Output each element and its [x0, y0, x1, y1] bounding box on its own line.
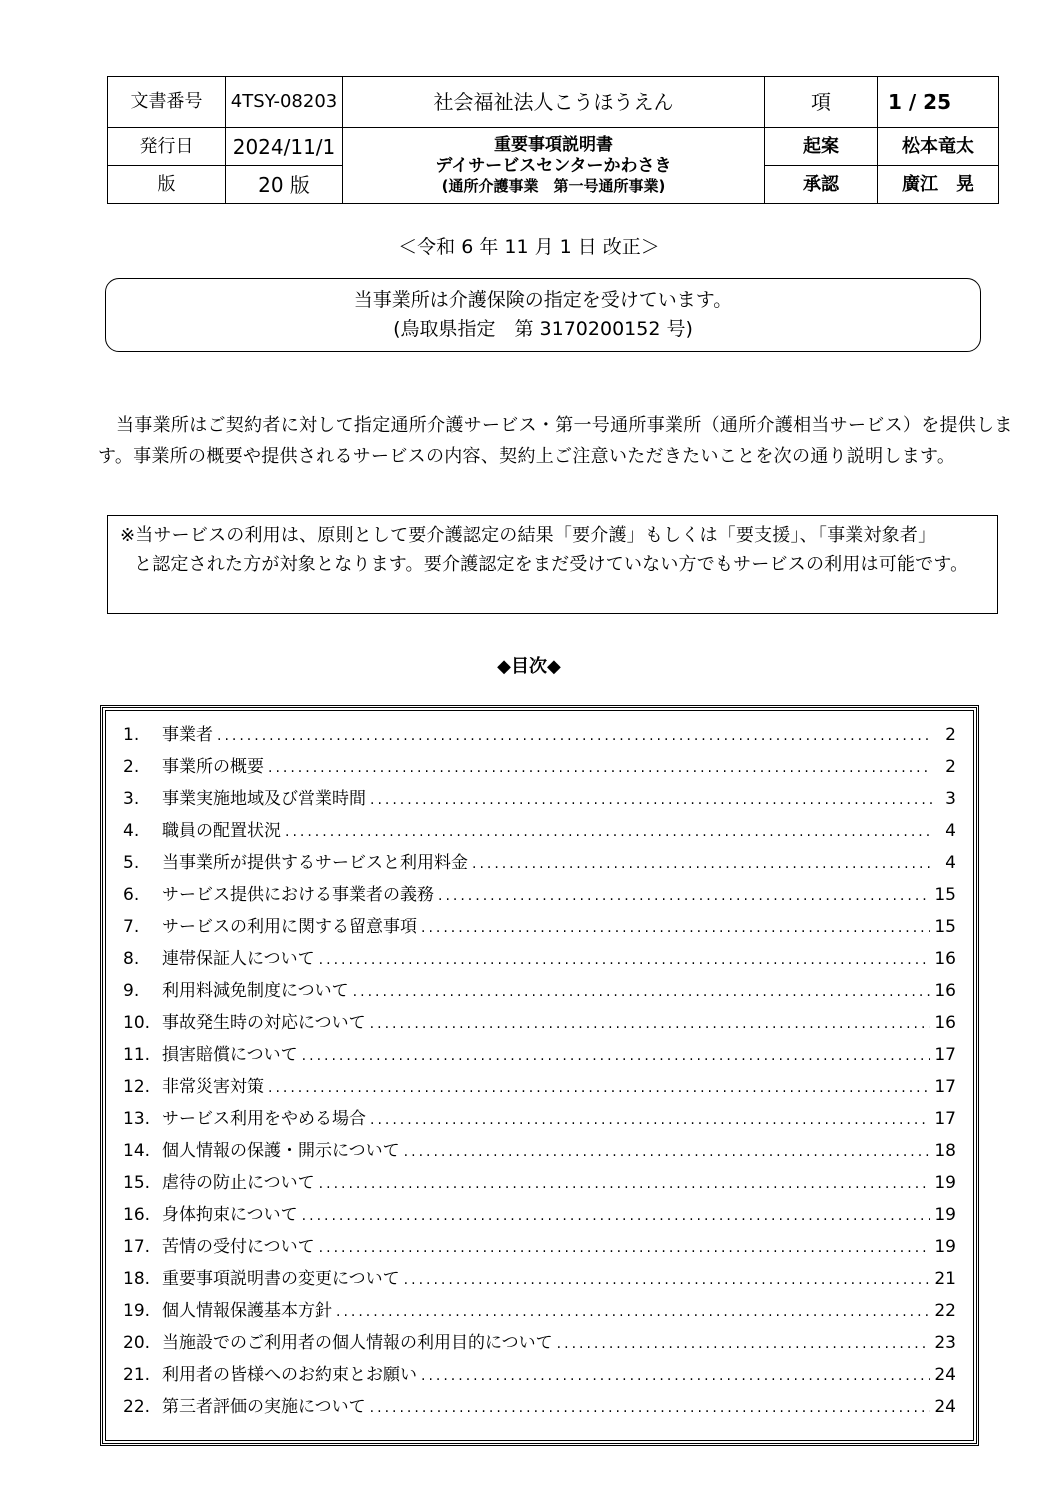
toc-dot-leader — [319, 952, 931, 968]
toc-heading: ◆目次◆ — [497, 656, 561, 677]
toc-item-title: サービス提供における事業者の義務 — [162, 885, 434, 905]
toc-item-page: 15 — [934, 885, 956, 905]
toc-item[interactable] — [123, 944, 956, 976]
intro-paragraph: 当事業所はご契約者に対して指定通所介護サービス・第一号通所事業所（通所介護相当サービス）を提供します。事業所の概要や提供されるサービスの内容、契約上ご注意いただきたいことを次の通り説明します。 — [98, 415, 1013, 467]
toc-item-title: 当事業所が提供するサービスと利用料金 — [162, 853, 468, 873]
toc-item-page: 15 — [934, 917, 956, 937]
toc-dot-leader — [302, 1048, 931, 1064]
toc-item[interactable] — [123, 784, 956, 816]
toc-dot-leader — [472, 856, 932, 872]
toc-item[interactable] — [123, 880, 956, 912]
toc-dot-leader — [336, 1304, 930, 1320]
toc-dot-leader — [421, 920, 930, 936]
toc-item-page: 23 — [934, 1333, 956, 1353]
toc-item[interactable] — [123, 1296, 956, 1328]
toc-item[interactable] — [123, 752, 956, 784]
toc-item-number: 15. — [123, 1173, 151, 1193]
toc-item-page: 19 — [934, 1173, 956, 1193]
revision-date: ＜令和 6 年 11 月 1 日 改正＞ — [398, 236, 660, 258]
toc-dot-leader — [438, 888, 930, 904]
toc-item-page: 18 — [934, 1141, 956, 1161]
toc-item-page: 19 — [934, 1237, 956, 1257]
version-label: 版 — [108, 166, 226, 204]
notice-line2: と認定された方が対象となります。要介護認定をまだ受けていない方でもサービスの利用は可能です。 — [134, 554, 969, 575]
toc-item[interactable] — [123, 1008, 956, 1040]
toc-item-title: 第三者評価の実施について — [162, 1397, 366, 1417]
toc-item-page: 24 — [934, 1365, 956, 1385]
toc-item-number: 16. — [123, 1205, 151, 1225]
document-title-line3: (通所介護事業 第一号通所事業) — [441, 177, 666, 196]
toc-item-title: 当施設でのご利用者の個人情報の利用目的について — [162, 1333, 553, 1353]
toc-item-title: サービス利用をやめる場合 — [162, 1109, 366, 1129]
toc-item[interactable] — [123, 1264, 956, 1296]
issue-date-label: 発行日 — [108, 128, 226, 166]
toc-item-title: 利用料減免制度について — [162, 981, 349, 1001]
toc-item-title: 個人情報保護基本方針 — [162, 1301, 332, 1321]
toc-item-number: 10. — [123, 1013, 151, 1033]
toc-dot-leader — [370, 1400, 931, 1416]
issue-date: 2024/11/1 — [226, 128, 343, 166]
toc-dot-leader — [302, 1208, 931, 1224]
toc-item[interactable] — [123, 1360, 956, 1392]
notice-line1: ※当サービスの利用は、原則として要介護認定の結果「要介護」もしくは「要支援」、「事業対象者」 — [120, 525, 937, 546]
toc-item-title: 利用者の皆様へのお約束とお願い — [162, 1365, 417, 1385]
toc-item-page: 3 — [945, 789, 956, 809]
toc-item-page: 4 — [945, 853, 956, 873]
toc-list — [123, 720, 956, 1424]
toc-dot-leader — [268, 1080, 930, 1096]
toc-item-title: 重要事項説明書の変更について — [162, 1269, 400, 1289]
toc-dot-leader — [370, 792, 932, 808]
toc-dot-leader — [285, 824, 932, 840]
toc-item-title: 身体拘束について — [162, 1205, 298, 1225]
toc-item-number: 6. — [123, 885, 140, 905]
approver-name: 廣江 晃 — [878, 166, 999, 204]
approval-label: 承認 — [765, 166, 878, 204]
toc-item-page: 21 — [934, 1269, 956, 1289]
toc-item[interactable] — [123, 1136, 956, 1168]
toc-item-number: 9. — [123, 981, 140, 1001]
toc-item-number: 12. — [123, 1077, 151, 1097]
toc-item[interactable] — [123, 1392, 956, 1424]
toc-item-title: 虐待の防止について — [162, 1173, 315, 1193]
toc-item-title: 事業実施地域及び営業時間 — [162, 789, 366, 809]
document-title — [343, 128, 765, 204]
designation-box — [105, 278, 981, 352]
toc-item-number: 5. — [123, 853, 140, 873]
toc-item-title: 損害賠償について — [162, 1045, 298, 1065]
toc-item[interactable] — [123, 1072, 956, 1104]
toc-item-title: 事業者 — [162, 725, 213, 745]
toc-item-title: 非常災害対策 — [162, 1077, 264, 1097]
toc-dot-leader — [353, 984, 931, 1000]
toc-item[interactable] — [123, 912, 956, 944]
page-number: 1 / 25 — [878, 77, 999, 128]
document-header-table — [107, 76, 999, 204]
toc-item-number: 17. — [123, 1237, 151, 1257]
version: 20 版 — [226, 166, 343, 204]
toc-item-number: 11. — [123, 1045, 151, 1065]
toc-item-title: 個人情報の保護・開示について — [162, 1141, 400, 1161]
toc-dot-leader — [421, 1368, 930, 1384]
toc-item-number: 20. — [123, 1333, 151, 1353]
toc-item-title: 事故発生時の対応について — [162, 1013, 366, 1033]
toc-item[interactable] — [123, 816, 956, 848]
document-title-line2: デイサービスセンターかわさき — [435, 156, 672, 177]
table-of-contents — [100, 705, 979, 1446]
toc-item[interactable] — [123, 1040, 956, 1072]
drafter-label: 起案 — [765, 128, 878, 166]
notice-box — [107, 515, 998, 614]
toc-item-page: 16 — [934, 949, 956, 969]
toc-item-number: 7. — [123, 917, 140, 937]
toc-item-page: 2 — [945, 725, 956, 745]
designation-line2: (鳥取県指定 第 3170200152 号) — [393, 318, 693, 340]
toc-dot-leader — [319, 1176, 931, 1192]
toc-item[interactable] — [123, 1104, 956, 1136]
toc-item-number: 8. — [123, 949, 140, 969]
toc-item[interactable] — [123, 976, 956, 1008]
toc-item-number: 13. — [123, 1109, 151, 1129]
toc-dot-leader — [557, 1336, 931, 1352]
organization-name: 社会福祉法人こうほうえん — [343, 77, 765, 128]
toc-item[interactable] — [123, 848, 956, 880]
toc-item-number: 22. — [123, 1397, 151, 1417]
toc-item-title: 事業所の概要 — [162, 757, 264, 777]
toc-item-number: 2. — [123, 757, 140, 777]
toc-item-title: 連帯保証人について — [162, 949, 315, 969]
toc-item[interactable] — [123, 720, 956, 752]
toc-dot-leader — [370, 1016, 931, 1032]
toc-item-page: 24 — [934, 1397, 956, 1417]
toc-item-number: 3. — [123, 789, 140, 809]
toc-item-number: 14. — [123, 1141, 151, 1161]
toc-item-number: 21. — [123, 1365, 151, 1385]
document-title-line1: 重要事項説明書 — [494, 134, 613, 155]
toc-dot-leader — [370, 1112, 930, 1128]
toc-item-number: 18. — [123, 1269, 151, 1289]
toc-item-page: 17 — [934, 1109, 956, 1129]
toc-item-page: 2 — [945, 757, 956, 777]
toc-dot-leader — [268, 760, 932, 776]
toc-item-title: サービスの利用に関する留意事項 — [162, 917, 417, 937]
designation-line1: 当事業所は介護保険の指定を受けています。 — [353, 289, 733, 311]
toc-item[interactable] — [123, 1328, 956, 1360]
toc-item[interactable] — [123, 1200, 956, 1232]
toc-item-page: 22 — [934, 1301, 956, 1321]
toc-item-page: 16 — [934, 1013, 956, 1033]
toc-item-number: 1. — [123, 725, 140, 745]
toc-item-number: 19. — [123, 1301, 151, 1321]
toc-dot-leader — [404, 1144, 931, 1160]
toc-item-page: 4 — [945, 821, 956, 841]
toc-item-page: 16 — [934, 981, 956, 1001]
toc-dot-leader — [319, 1240, 931, 1256]
item-label: 項 — [765, 77, 878, 128]
toc-item-page: 17 — [934, 1077, 956, 1097]
toc-dot-leader — [217, 728, 932, 744]
toc-item-page: 19 — [934, 1205, 956, 1225]
toc-item-page: 17 — [934, 1045, 956, 1065]
toc-item-number: 4. — [123, 821, 140, 841]
toc-item-title: 苦情の受付について — [162, 1237, 315, 1257]
drafter-name: 松本竜太 — [878, 128, 999, 166]
toc-item[interactable] — [123, 1232, 956, 1264]
toc-dot-leader — [404, 1272, 931, 1288]
toc-item[interactable] — [123, 1168, 956, 1200]
toc-item-title: 職員の配置状況 — [162, 821, 281, 841]
doc-number-label: 文書番号 — [108, 77, 226, 128]
doc-number: 4TSY-08203 — [226, 77, 343, 128]
